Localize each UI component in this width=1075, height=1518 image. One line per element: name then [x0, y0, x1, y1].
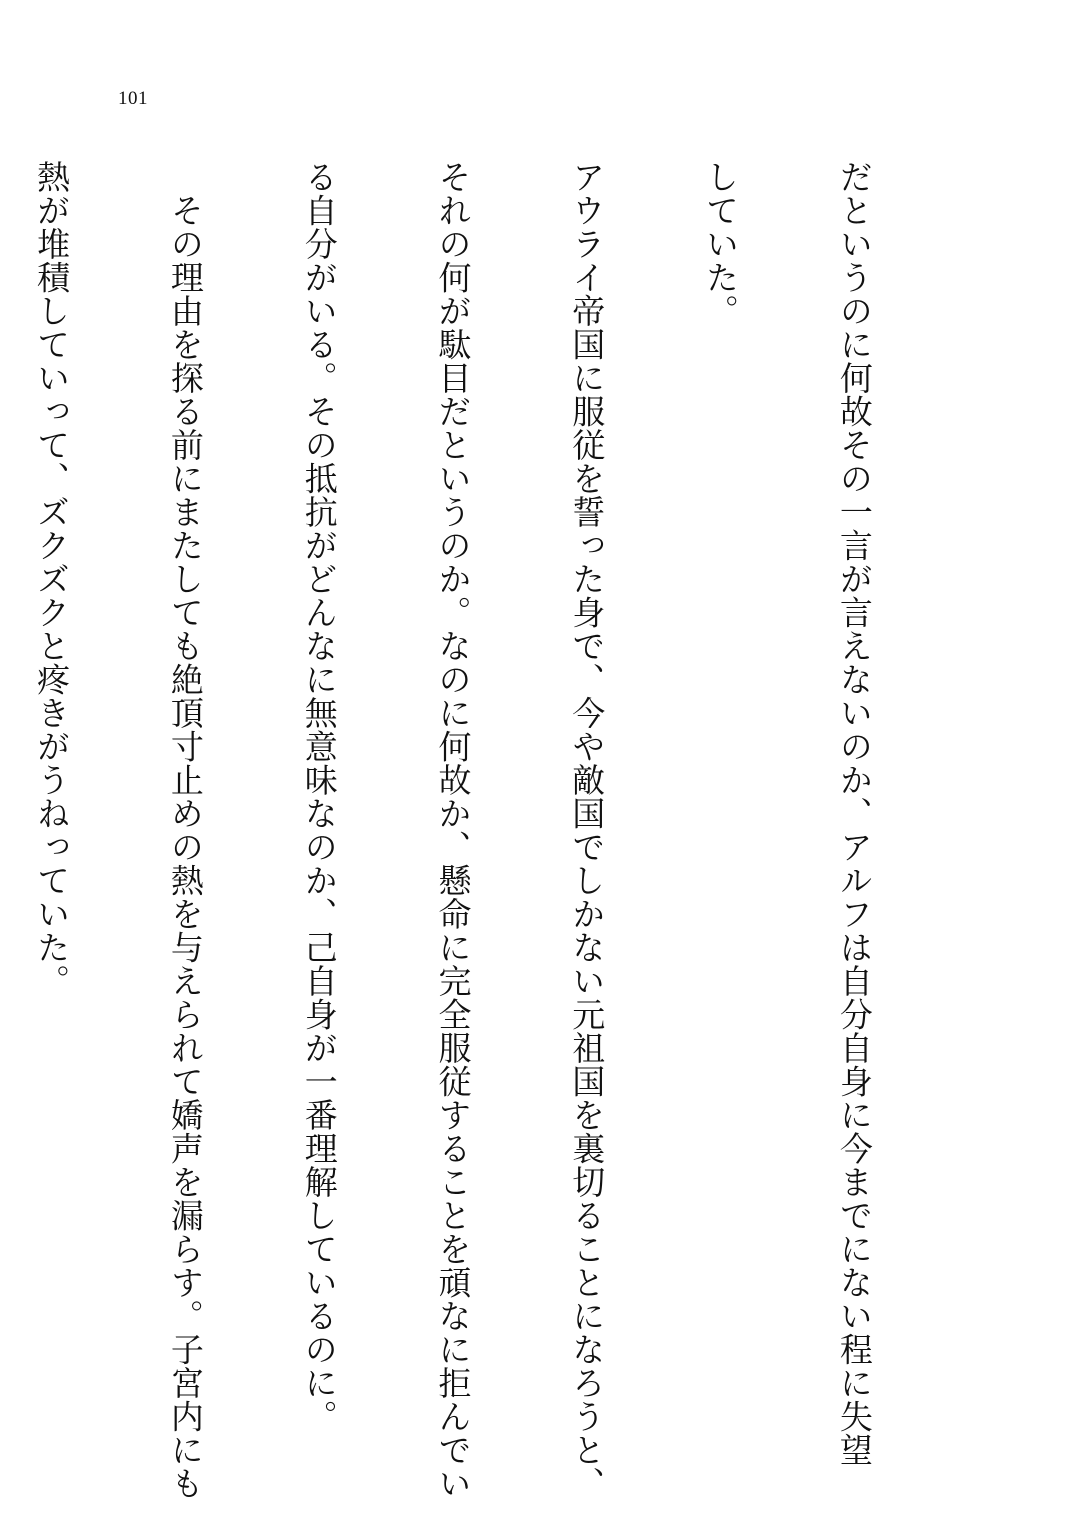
text-line: アウライ帝国に服従を誓った身で、今や敵国でしかない元祖国を裏切ることになろうと、: [567, 160, 607, 1500]
text-line: その理由を探る前にまたしても絶頂寸止めの熱を与えられて嬌声を漏らす。子宮内にも: [165, 160, 205, 1500]
text-line: それの何が駄目だというのか。なのに何故か、懸命に完全服従することを頑なに拒んでい: [433, 160, 473, 1500]
text-line: していた。: [701, 160, 741, 328]
text-line: る自分がいる。その抵抗がどんなに無意味なのか、己自身が一番理解しているのに。: [299, 160, 339, 1433]
text-line: だというのに何故その一言が言えないのか、アルフは自分自身に今までにない程に失望: [834, 160, 874, 1467]
novel-text-body: [32, 160, 965, 1500]
page-number: 101: [118, 88, 148, 109]
text-line: 熱が堆積していって、ズクズクと疼きがうねっていた。: [32, 160, 72, 998]
